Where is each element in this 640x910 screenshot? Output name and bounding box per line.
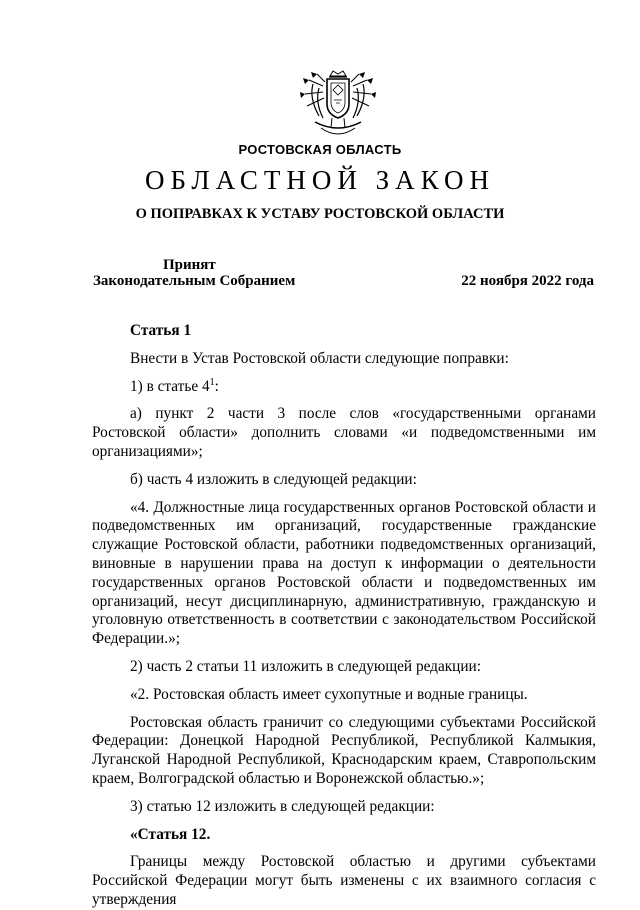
document-title: ОБЛАСТНОЙ ЗАКОН: [145, 165, 495, 195]
coat-of-arms-emblem: [297, 70, 379, 148]
paragraph: Внести в Устав Ростовской области следующие поправки:: [130, 349, 509, 367]
adoption-label: Принят: [163, 257, 216, 273]
document-subtitle: О ПОПРАВКАХ К УСТАВУ РОСТОВСКОЙ ОБЛАСТИ: [135, 206, 505, 222]
paragraph: Ростовская область граничит со следующими субъектами Российской Федерации: Донецкой Народной Республикой, Республикой Калмыкия, Луганской Народной Республикой, Краснодарским краем, Ставропольским краем, Волгоградской областью и Воронежской областью.»;: [92, 713, 596, 787]
adoption-body: Законодательным Собранием: [93, 273, 296, 289]
paragraph: «4. Должностные лица государственных органов Ростовской области и подведомственных им организаций, государственные гражданские служащие Ростовской области, работники подведомственных организаций, виновные в нарушении права на доступ к информации о деятельности государственных органов Ростовской области и подведомственных им организаций, несут дисциплинарную, административную, гражданскую и уголовную ответственность в соответствии с законодательством Российской Федерации.»;: [92, 498, 596, 648]
superscript: 1: [209, 376, 215, 388]
paragraph-text: 1) в статье 4: [130, 377, 210, 395]
paragraph: «2. Ростовская область имеет сухопутные и водные границы.: [130, 685, 528, 703]
paragraph: 2) часть 2 статьи 11 изложить в следующей редакции:: [130, 657, 481, 675]
paragraph: 3) статью 12 изложить в следующей редакции:: [130, 797, 435, 815]
paragraph: [92, 378, 596, 397]
paragraph-text: :: [214, 377, 219, 395]
article-heading: «Статья 12.: [130, 825, 211, 843]
adoption-date: 22 ноября 2022 года: [461, 273, 594, 289]
paragraph: а) пункт 2 части 3 после слов «государственными органами Ростовской области» дополнить словами «и подведомственными им организациями»;: [92, 405, 596, 460]
region-name: РОСТОВСКАЯ ОБЛАСТЬ: [238, 142, 402, 157]
article-heading: Статья 1: [130, 322, 192, 339]
paragraph: Границы между Ростовской областью и другими субъектами Российской Федерации могут быть изменены с их взаимного согласия с утверждения: [92, 853, 596, 908]
paragraph: б) часть 4 изложить в следующей редакции:: [130, 470, 417, 488]
document-body: [92, 322, 596, 910]
